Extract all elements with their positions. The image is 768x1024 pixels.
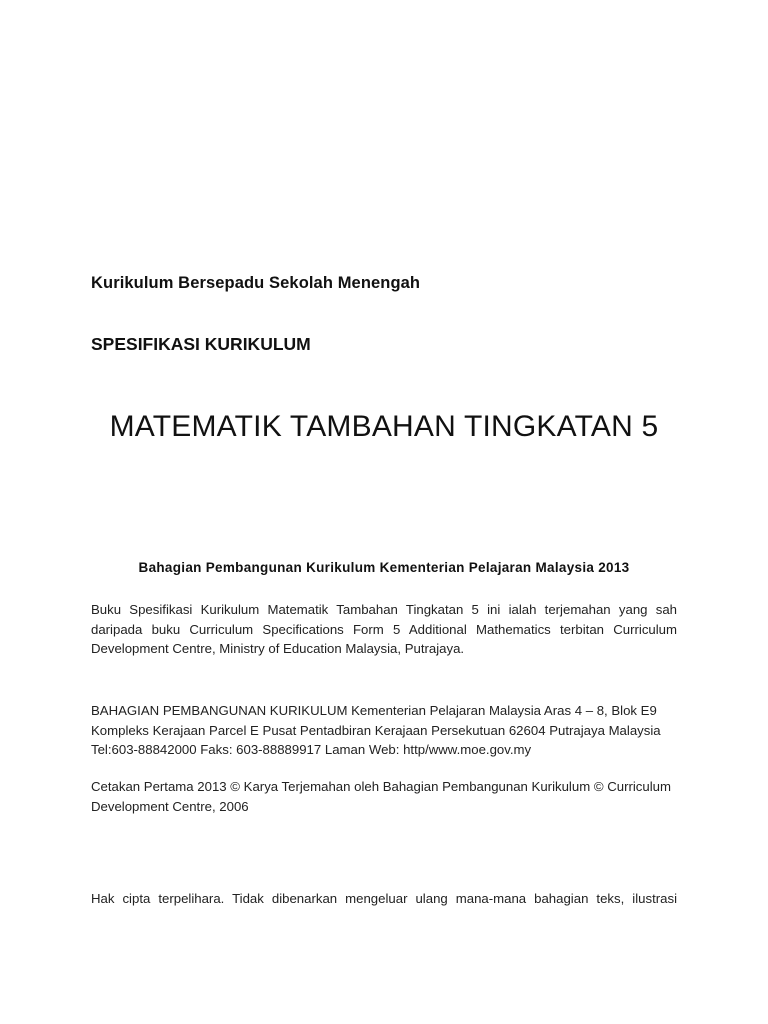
- document-title: MATEMATIK TAMBAHAN TINGKATAN 5: [109, 410, 659, 443]
- edition-paragraph: Cetakan Pertama 2013 © Karya Terjemahan oleh Bahagian Pembangunan Kurikulum © Curriculum Development Centre, 2006: [91, 779, 671, 814]
- specification-heading: SPESIFIKASI KURIKULUM: [91, 334, 311, 354]
- intro-paragraph: Buku Spesifikasi Kurikulum Matematik Tambahan Tingkatan 5 ini ialah terjemahan yang sah daripada buku Curriculum Specifications Form 5 Additional Mathematics terbitan Curriculum Development Centre, Ministry of Education Malaysia, Putrajaya.: [91, 602, 677, 656]
- address-paragraph: BAHAGIAN PEMBANGUNAN KURIKULUM Kementerian Pelajaran Malaysia Aras 4 – 8, Blok E9 Kompleks Kerajaan Parcel E Pusat Pentadbiran Kerajaan Persekutuan 62604 Putrajaya Malaysia Tel:603-88842000 Faks: 603-88889917 Laman Web: http/www.moe.gov.my: [91, 703, 661, 757]
- department-line: Bahagian Pembangunan Kurikulum Kementerian Pelajaran Malaysia 2013: [138, 560, 630, 575]
- copyright-paragraph: Hak cipta terpelihara. Tidak dibenarkan mengeluar ulang mana-mana bahagian teks, ilustrasi: [91, 891, 677, 906]
- curriculum-subtitle: Kurikulum Bersepadu Sekolah Menengah: [91, 274, 421, 292]
